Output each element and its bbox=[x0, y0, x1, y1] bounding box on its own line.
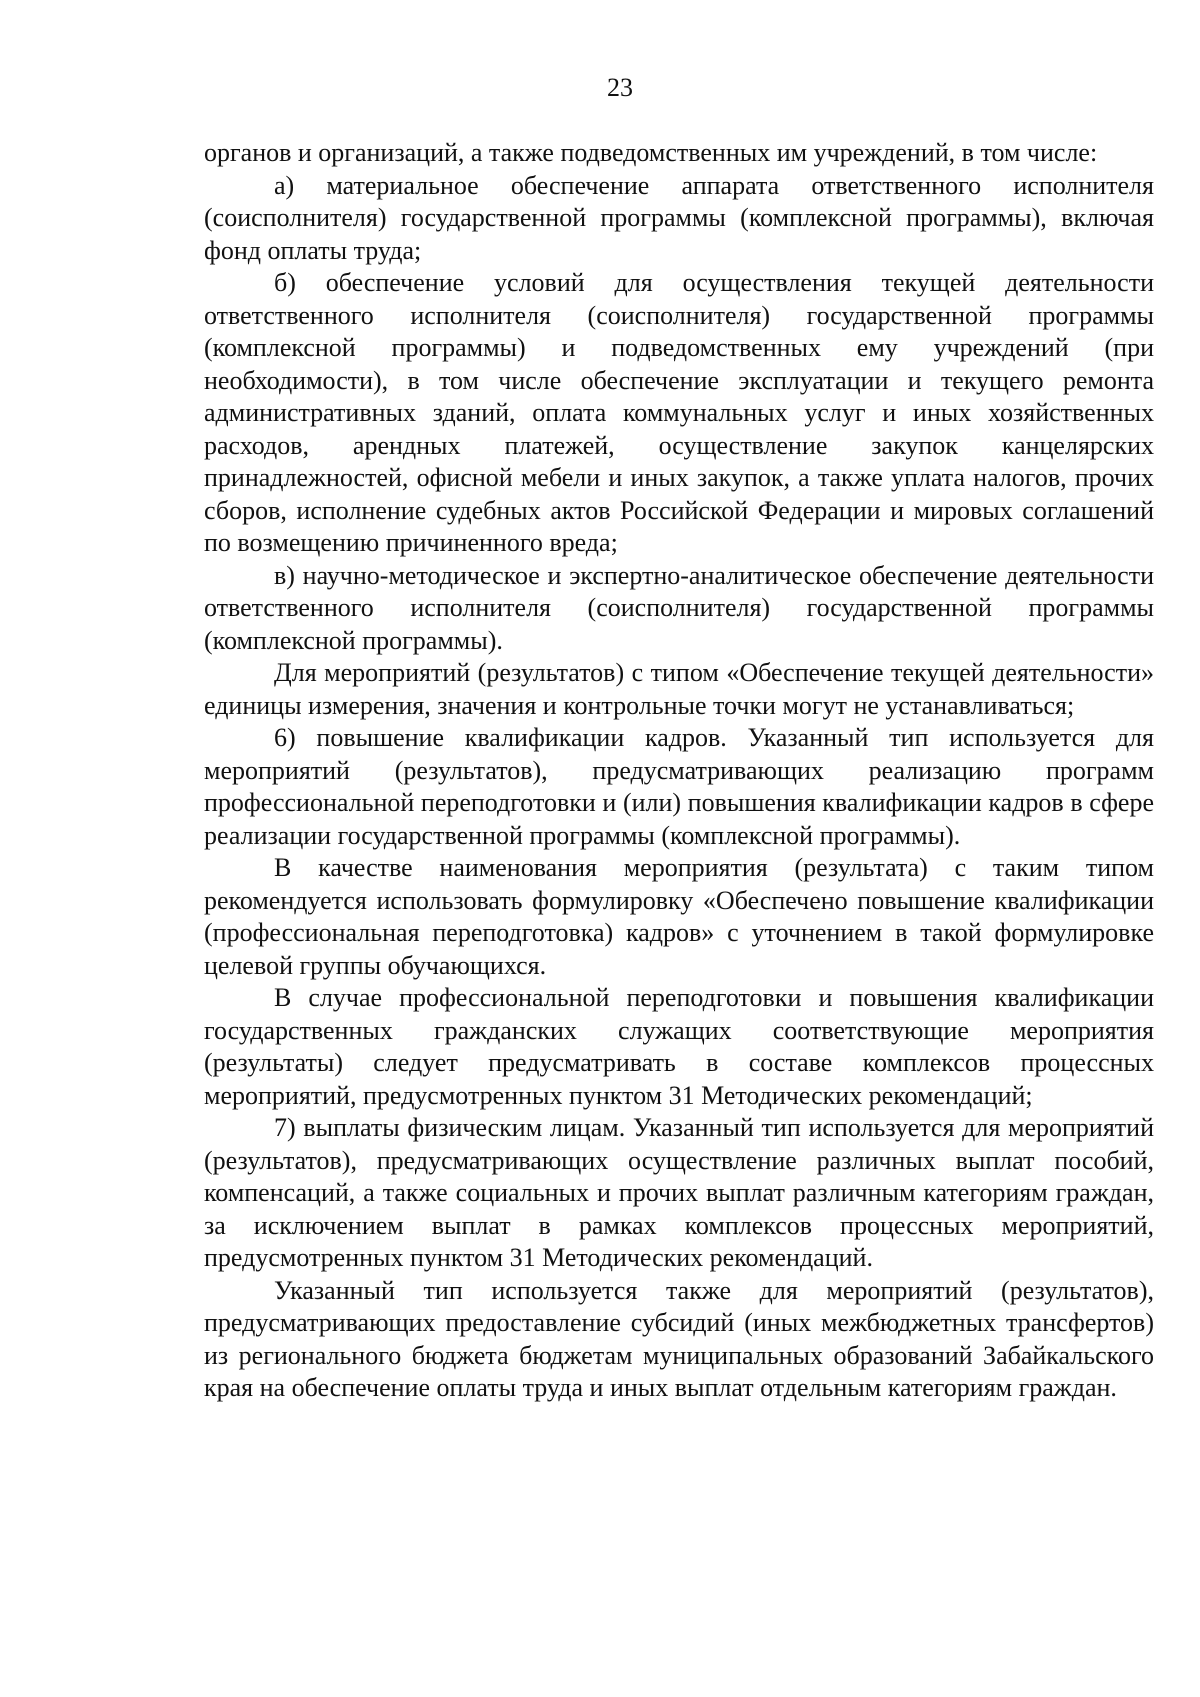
paragraph-item-v: в) научно-методическое и экспертно-аналитическое обеспечение деятельности ответственного исполнителя (соисполнителя) государственной программы (комплексной программы). bbox=[204, 560, 1154, 655]
paragraph-naming-recommendation: В качестве наименования мероприятия (результата) с таким типом рекомендуется использовать формулировку «Обеспечено повышение квалификации (профессиональная переподготовка) кадров» с уточнением в такой формулировке целевой группы обучающихся. bbox=[204, 853, 1154, 980]
paragraph-item-a: а) материальное обеспечение аппарата ответственного исполнителя (соисполнителя) государственной программы (комплексной программы), включая фонд оплаты труда; bbox=[204, 170, 1154, 265]
page-number: 23 bbox=[607, 73, 633, 102]
paragraph-continuation: органов и организаций, а также подведомственных им учреждений, в том числе: bbox=[204, 138, 1098, 167]
paragraph-item-7: 7) выплаты физическим лицам. Указанный тип используется для мероприятий (результатов), предусматривающих осуществление различных выплат пособий, компенсаций, а также социальных и прочих выплат различным категориям граждан, за исключением выплат в рамках комплексов процессных мероприятий, предусмотренных пунктом 31 Методических рекомендаций. bbox=[204, 1113, 1154, 1272]
paragraph-subsidies: Указанный тип используется также для мероприятий (результатов), предусматривающих предоставление субсидий (иных межбюджетных трансфертов) из регионального бюджета бюджетам муниципальных образований Забайкальского края на обеспечение оплаты труда и иных выплат отдельным категориям граждан. bbox=[204, 1275, 1154, 1402]
paragraph-item-b: б) обеспечение условий для осуществления текущей деятельности ответственного исполнителя (соисполнителя) государственной программы (комплексной программы) и подведомственных ему учреждений (при необходимости), в том числе обеспечение эксплуатации и текущего ремонта административных зданий, оплата коммунальных услуг и иных хозяйственных расходов, арендных платежей, осуществление закупок канцелярских принадлежностей, офисной мебели и иных закупок, а также уплата налогов, прочих сборов, исполнение судебных актов Российской Федерации и мировых соглашений по возмещению причиненного вреда; bbox=[204, 268, 1154, 557]
paragraph-item-6: 6) повышение квалификации кадров. Указанный тип используется для мероприятий (результатов), предусматривающих реализацию программ профессиональной переподготовки и (или) повышения квалификации кадров в сфере реализации государственной программы (комплексной программы). bbox=[204, 723, 1154, 850]
paragraph-current-activity-note: Для мероприятий (результатов) с типом «Обеспечение текущей деятельности» единицы измерения, значения и контрольные точки могут не устанавливаться; bbox=[204, 658, 1154, 720]
document-body bbox=[204, 137, 1154, 1405]
paragraph-civil-servants: В случае профессиональной переподготовки и повышения квалификации государственных гражданских служащих соответствующие мероприятия (результаты) следует предусматривать в составе комплексов процессных мероприятий, предусмотренных пунктом 31 Методических рекомендаций; bbox=[204, 983, 1154, 1110]
